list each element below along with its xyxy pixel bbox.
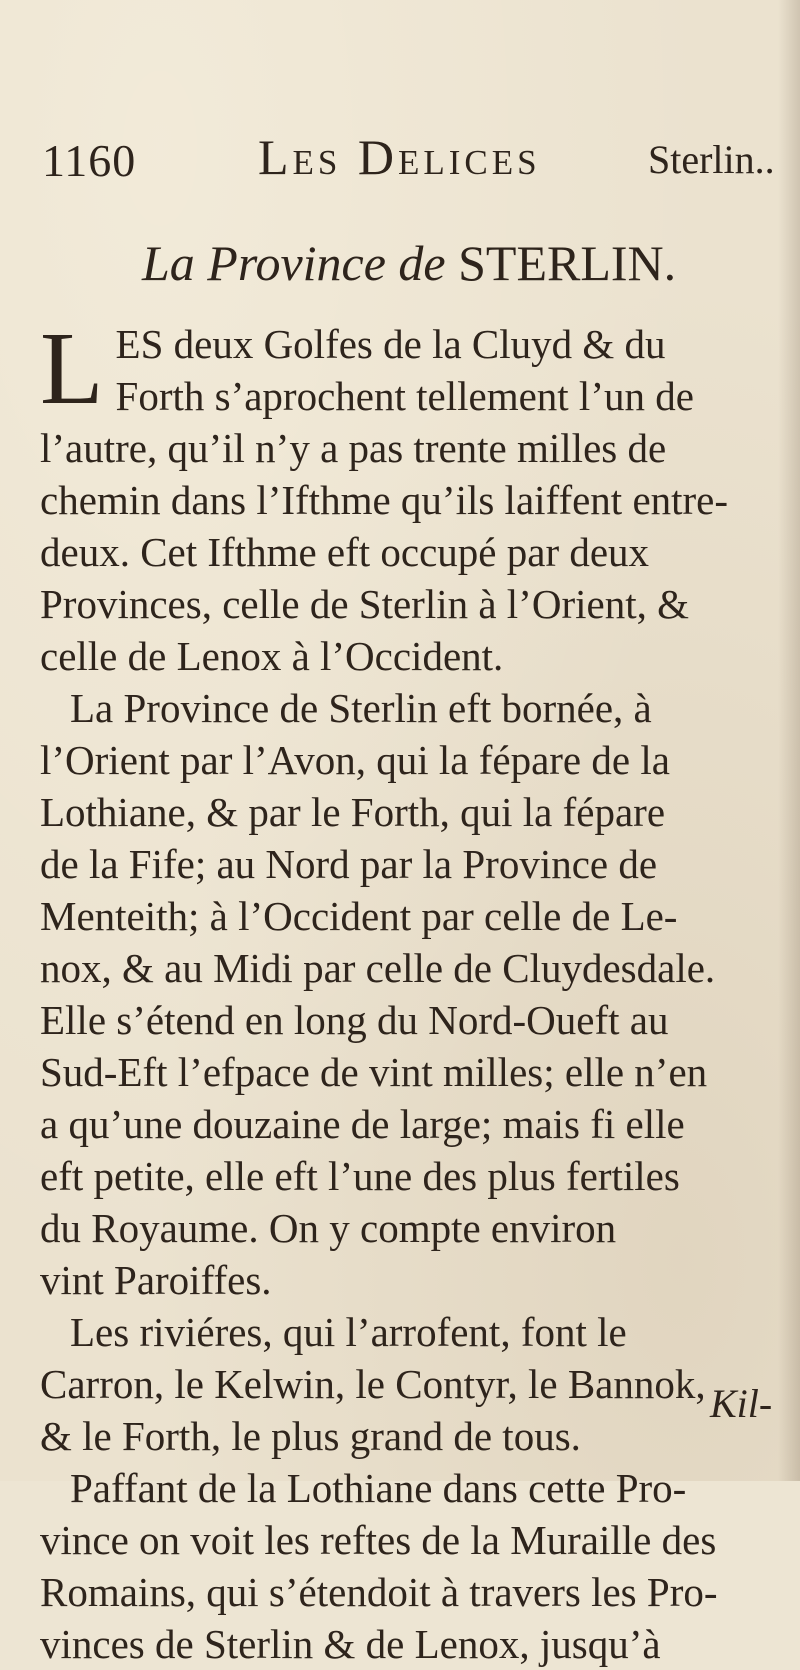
text-line: Provinces, celle de Sterlin à l’Orient, &	[40, 581, 689, 627]
catchword: Kil-	[710, 1381, 773, 1426]
text-line: Les riviéres, qui l’arrofent, font le	[70, 1309, 627, 1355]
text-line: eft petite, elle eft l’une des plus fertiles	[40, 1153, 680, 1199]
body-text	[40, 311, 800, 1670]
text-line: Romains, qui s’étendoit à travers les Pro-	[40, 1569, 718, 1615]
page-header	[40, 128, 800, 188]
text-line: & le Forth, le plus grand de tous.	[40, 1413, 581, 1459]
text-line: vinces de Sterlin & de Lenox, jusqu’à	[40, 1621, 661, 1667]
text-line: de la Fife; au Nord par la Province de	[40, 841, 658, 887]
section-title	[142, 234, 762, 292]
section-title-italic: La Province de	[142, 235, 446, 291]
text-line: du Royaume. On y compte environ	[40, 1205, 617, 1251]
text-line: Menteith; à l’Occident par celle de Le-	[40, 893, 678, 939]
page-number: 1160	[42, 135, 137, 186]
text-line: Lothiane, & par le Forth, qui la fépare	[40, 789, 666, 835]
text-line: Paffant de la Lothiane dans cette Pro-	[70, 1465, 687, 1511]
drop-cap: L	[40, 311, 104, 426]
text-line: chemin dans l’Ifthme qu’ils laiffent entre-	[40, 477, 729, 523]
text-line: vince on voit les reftes de la Muraille des	[40, 1517, 717, 1563]
text-line: celle de Lenox à l’Occident.	[40, 633, 504, 679]
text-line: Sud-Eft l’efpace de vint milles; elle n’en	[40, 1049, 708, 1095]
text-line: deux. Cet Ifthme eft occupé par deux	[40, 529, 650, 575]
section-title-roman: STERLIN.	[458, 235, 677, 291]
text-line: l’autre, qu’il n’y a pas trente milles de	[40, 425, 667, 471]
running-title: Les Delices	[258, 129, 541, 185]
text-line: Carron, le Kelwin, le Contyr, le Bannok,	[40, 1361, 706, 1407]
text-line: La Province de Sterlin eft bornée, à	[70, 685, 652, 731]
text-line: ES deux Golfes de la Cluyd & du	[115, 321, 666, 367]
text-line: l’Orient par l’Avon, qui la fépare de la	[40, 737, 670, 783]
text-line: Forth s’aprochent tellement l’un de	[115, 373, 694, 419]
text-line: Elle s’étend en long du Nord-Oueft au	[40, 997, 669, 1043]
text-line: a qu’une douzaine de large; mais fi elle	[40, 1101, 685, 1147]
running-section: Sterlin..	[648, 137, 775, 182]
text-line: vint Paroiffes.	[40, 1257, 272, 1303]
text-line: nox, & au Midi par celle de Cluydesdale.	[40, 945, 716, 991]
